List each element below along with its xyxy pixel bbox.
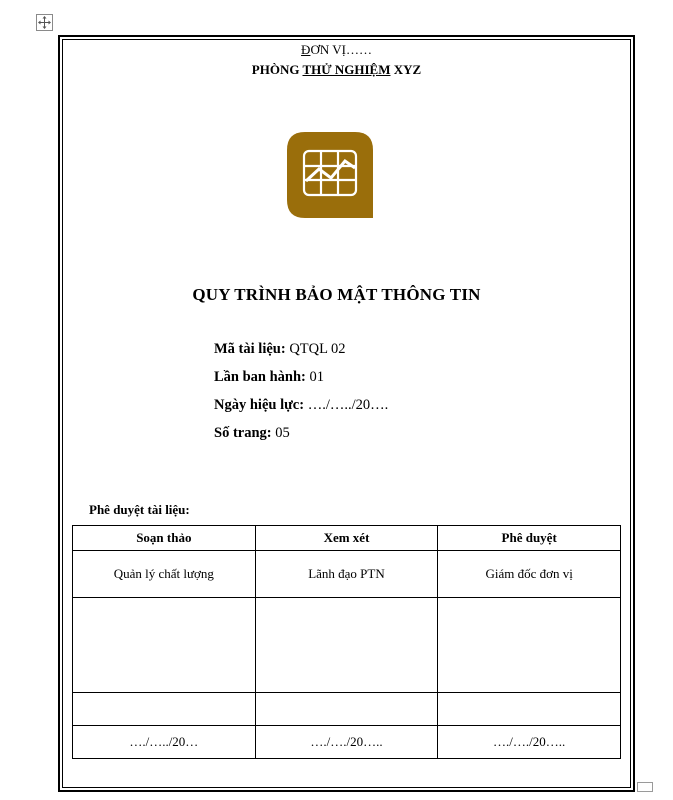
- effective-date-value: …./…../20….: [304, 397, 389, 413]
- table-row-dates: [73, 726, 621, 759]
- table-header-row: [73, 526, 621, 551]
- name-cell-drafter[interactable]: [73, 693, 256, 726]
- table-row-names: [73, 693, 621, 726]
- date-approver[interactable]: …./…./20…..: [438, 726, 621, 759]
- role-reviewer[interactable]: Lãnh đạo PTN: [255, 551, 438, 598]
- table-move-handle[interactable]: [36, 14, 53, 31]
- document-code-value: QTQL 02: [285, 341, 346, 357]
- issue-number-label: Lần ban hành:: [214, 369, 306, 385]
- name-cell-reviewer[interactable]: [255, 693, 438, 726]
- move-arrows-icon: [37, 15, 52, 30]
- table-row-roles: [73, 551, 621, 598]
- name-cell-approver[interactable]: [438, 693, 621, 726]
- table-row-signatures: [73, 598, 621, 693]
- lab-name-underlined: THỬ NGHIỆM: [302, 62, 391, 77]
- page-count: [214, 425, 290, 442]
- unit-name-initial: Đ: [301, 42, 311, 57]
- signature-cell-reviewer[interactable]: [255, 598, 438, 693]
- approval-table: [72, 525, 621, 759]
- header-reviewed-by: Xem xét: [255, 526, 438, 551]
- role-approver[interactable]: Giám đốc đơn vị: [438, 551, 621, 598]
- document-title: QUY TRÌNH BẢO MẬT THÔNG TIN: [192, 285, 481, 304]
- unit-name-rest: ƠN VỊ……: [310, 42, 372, 57]
- effective-date: [214, 397, 388, 414]
- approval-caption: Phê duyệt tài liệu:: [89, 502, 190, 517]
- table-resize-handle[interactable]: [637, 782, 653, 792]
- unit-name: [0, 42, 673, 58]
- header-drafted-by: Soạn thảo: [73, 526, 256, 551]
- lab-name: [0, 62, 673, 78]
- page-count-label: Số trang:: [214, 425, 272, 441]
- signature-cell-drafter[interactable]: [73, 598, 256, 693]
- header-approved-by: Phê duyệt: [438, 526, 621, 551]
- lab-name-prefix: PHÒNG: [251, 62, 303, 77]
- role-drafter[interactable]: Quản lý chất lượng: [73, 551, 256, 598]
- issue-number-value: 01: [305, 369, 325, 385]
- page-count-value: 05: [271, 425, 290, 441]
- date-reviewer[interactable]: …./…./20…..: [255, 726, 438, 759]
- document-code: [214, 341, 346, 358]
- chart-logo-icon: [287, 132, 373, 223]
- lab-name-suffix: XYZ: [390, 62, 422, 77]
- signature-cell-approver[interactable]: [438, 598, 621, 693]
- issue-number: [214, 369, 324, 386]
- effective-date-label: Ngày hiệu lực:: [214, 397, 305, 413]
- document-code-label: Mã tài liệu:: [214, 341, 286, 357]
- date-drafter[interactable]: …./…../20…: [73, 726, 256, 759]
